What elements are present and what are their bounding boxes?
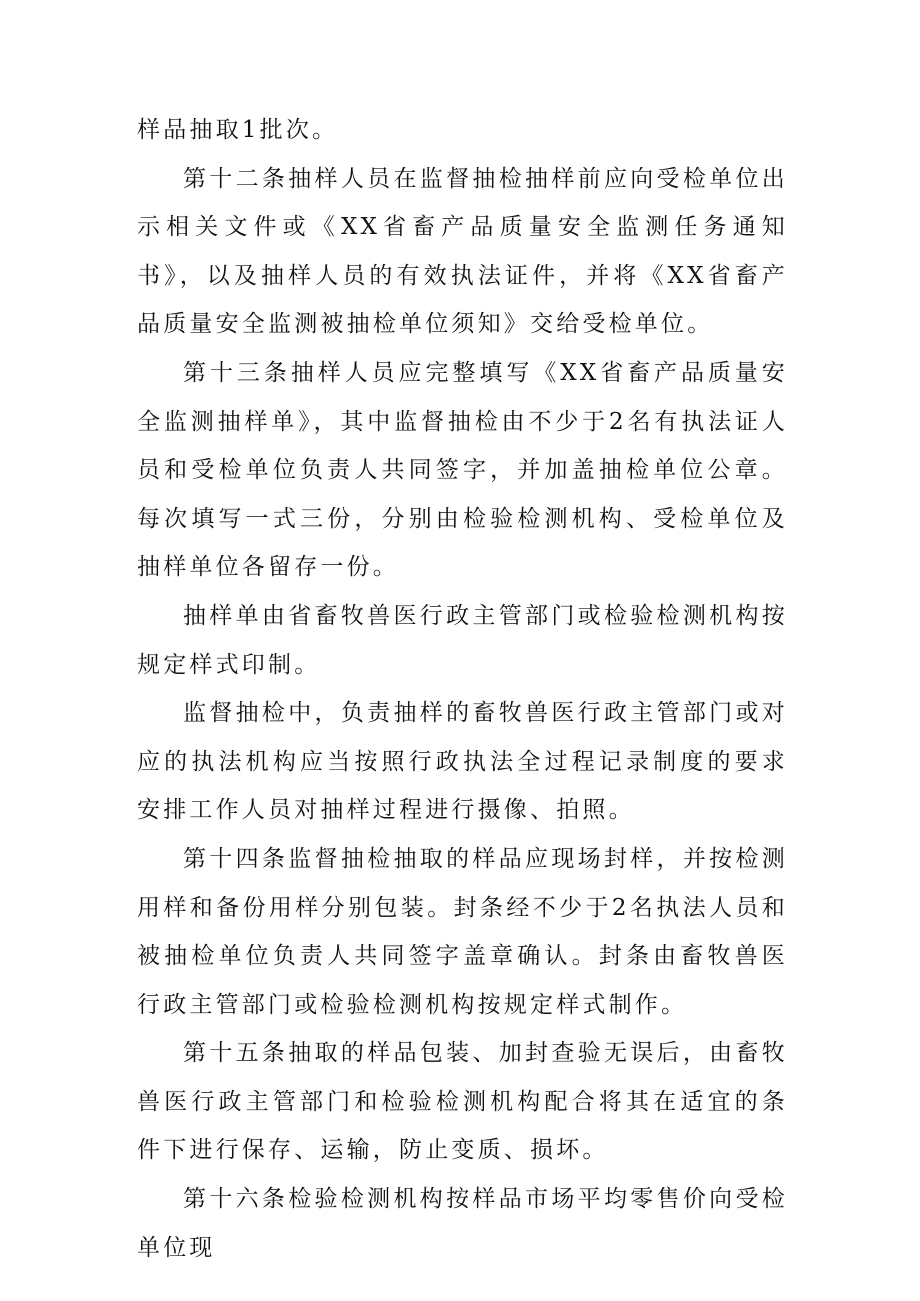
paragraph-supervision-recording: 监督抽检中，负责抽样的畜牧兽医行政主管部门或对应的执法机构应当按照行政执法全过程记录制度的要求安排工作人员对抽样过程进行摄像、拍照。 — [137, 700, 788, 824]
paragraph-article-16: 第十六条检验检测机构按样品市场平均零售价向受检单位现 — [137, 1186, 788, 1261]
paragraph-article-12: 第十二条抽样人员在监督抽检抽样前应向受检单位出示相关文件或《XX省畜产品质量安全监测任务通知书》，以及抽样人员的有效执法证件，并将《XX省畜产品质量安全监测被抽检单位须知》交给受检单位。 — [137, 165, 788, 338]
paragraph-article-14: 第十四条监督抽检抽取的样品应现场封样，并按检测用样和备份用样分别包装。封条经不少于2名执法人员和被抽检单位负责人共同签字盖章确认。封条由畜牧兽医行政主管部门或检验检测机构按规定样式制作。 — [137, 845, 788, 1018]
paragraph-sampling-form: 抽样单由省畜牧兽医行政主管部门或检验检测机构按规定样式印制。 — [137, 602, 788, 678]
paragraph-article-13: 第十三条抽样人员应完整填写《XX省畜产品质量安全监测抽样单》，其中监督抽检由不少于2名有执法证人员和受检单位负责人共同签字，并加盖抽检单位公章。每次填写一式三份，分别由检验检测机构、受检单位及抽样单位各留存一份。 — [137, 359, 788, 581]
paragraph-continuation: 样品抽取1批次。 — [137, 117, 339, 143]
paragraph-article-15: 第十五条抽取的样品包装、加封查验无误后，由畜牧兽医行政主管部门和检验检测机构配合将其在适宜的条件下进行保存、运输，防止变质、损坏。 — [137, 1040, 788, 1164]
